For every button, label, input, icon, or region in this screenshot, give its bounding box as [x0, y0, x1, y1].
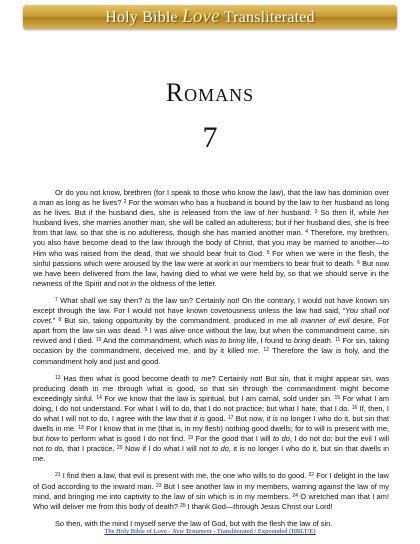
text-run: So then, with the mind I myself serve the law of God, but with the flesh the law of sin.	[55, 518, 333, 528]
verse-number: 9	[144, 327, 148, 334]
text-run: I thank God—through Jesus Christ our Lord!	[185, 501, 333, 511]
text-run: desire. For apart from the law sin	[33, 316, 389, 336]
verse-number: 5	[266, 249, 270, 256]
chapter-text	[33, 188, 389, 536]
text-run: .	[257, 346, 264, 356]
footer-prefix: The Holy Bible of Love -	[104, 528, 173, 535]
banner-title	[105, 6, 315, 28]
text-run: husband lives, she marries another man, she will be called an adulteress; but if her husband dies, she is free from that law, so that she is no adulteress, though she has married another man.	[33, 218, 389, 238]
text-run: life, I found to	[244, 336, 294, 346]
verse-number: 24	[292, 492, 298, 499]
text-run: no longer I who do it, but sin that dwells in me.	[33, 413, 390, 434]
text-run: But now we have been delivered from the law, having died to what we were held by, so that we should serve in the newness of the Spirit and not	[33, 258, 389, 288]
verse-number: 11	[335, 337, 341, 344]
banner-title-part: Holy Bible	[105, 9, 183, 26]
text-run: For sin, taking occasion by the commandment, deceived me, and by it killed	[33, 336, 389, 356]
text-run: husband.	[278, 208, 315, 218]
text-run: dead.	[121, 326, 145, 336]
text-run: , I do not do; but the evil I will not	[33, 434, 390, 454]
verse-number: 23	[155, 482, 162, 489]
text-run: For I know that in me (that is, in my flesh) nothing good dwells; for to will is present with me, but	[33, 424, 389, 444]
text-run: husband as long as he lives. But if the husband dies, she is released from the law of	[33, 198, 390, 218]
verse-number: 4	[305, 229, 309, 236]
text-run: And the commandment, which	[101, 336, 205, 346]
text-run: I find then a law, that evil is present with me, the one who wills to do good.	[60, 471, 309, 481]
verse-number: 10	[95, 337, 102, 344]
verse-number: 25	[180, 502, 186, 509]
footer-suffix: - Transliterated / Expounded (HBLT/E)	[211, 528, 316, 535]
text-run: O wretched man that I am! Who will deliver me from this body of death?	[33, 491, 390, 511]
verse-number: 20	[117, 445, 123, 452]
verse-number: 7	[55, 296, 58, 303]
text-run: If, then, I do what I will not to do, I agree with the law that	[33, 403, 389, 423]
text-run: For the woman who has a husband is bound by the law to	[126, 198, 322, 208]
text-run: But I see another law in my members, warring against the law of my mind, and bringing me into captivity to the law of sin which is in my members.	[33, 481, 389, 501]
paragraph	[33, 374, 389, 465]
text-run: good.	[204, 413, 228, 423]
text-run: For what I am doing, I do not understand. For what I will to do, that I do not practice; but what I hate, that I do.	[33, 393, 389, 413]
paragraph	[33, 471, 389, 511]
chapter-number: 7	[202, 121, 218, 154]
text-run: death.	[310, 336, 336, 346]
italic-text: how	[45, 434, 60, 444]
header-banner	[23, 5, 397, 29]
text-run: the law sin? Certainly not! On the contrary, I would not have known sin except through the law. For I would not have known covetousness unless the law had said, “	[33, 295, 389, 316]
footer-italic: New Testament	[172, 528, 212, 535]
text-run: But now,	[233, 413, 267, 423]
text-run: holy, and the commandment holy and just and good.	[33, 346, 389, 366]
text-run: Has then what is good become death to me? Certainly not! But sin, that it might appear sin, was producing death in me through what is good, so that sin through the commandment might become exceedingly sinful.	[33, 373, 389, 403]
text-run: , it is no longer I who do it, but sin that dwells in me.	[33, 444, 390, 464]
text-run: What shall we say then?	[57, 295, 145, 305]
text-run: to perform what is good I do not find.	[59, 434, 188, 444]
italic-text: bring	[293, 336, 311, 346]
verse-number: 13	[55, 374, 61, 381]
paragraph	[33, 188, 389, 289]
verse-number: 12	[263, 347, 269, 354]
text-run: For when we were in the flesh, the sinful passions which were aroused by the law were at work in our members to bear fruit to death.	[33, 248, 389, 268]
verse-number: 22	[308, 472, 315, 479]
verse-number: 16	[351, 404, 358, 411]
italic-text: in	[130, 278, 137, 288]
book-title: Romans	[165, 78, 255, 107]
verse-number: 8	[58, 317, 62, 324]
text-run: Or do you not know, brethren (for I speak to those who know the law), that the law has dominion over a man as long as he lives?	[33, 188, 389, 208]
italic-text: her	[378, 208, 389, 218]
banner-title-love: Love	[182, 6, 220, 27]
banner-title-part: Transliterated	[219, 9, 315, 26]
text-run: Therefore the law	[268, 346, 336, 356]
text-run: Now if I do what I will not	[122, 444, 212, 454]
italic-text: her	[267, 208, 279, 218]
text-run: Therefore, my brethren, you also have become dead to the law through the body of Christ, that you may be married to another—to Him who was raised from the dead, that we should bear fruit to God.	[33, 228, 389, 258]
verse-number: 19	[187, 435, 194, 442]
italic-text: was	[107, 326, 121, 336]
text-run: I was alive once without the law, but when the commandment came, sin revived and I died.	[33, 326, 389, 346]
text-run: .”	[50, 316, 59, 326]
text-run: So then if, while	[317, 208, 379, 218]
text-run: For the good that I will	[193, 434, 273, 444]
italic-text: it is	[266, 413, 278, 423]
text-run: But sin, taking opportunity by the commandment, produced in me all	[61, 316, 301, 326]
footer[interactable]	[0, 528, 420, 535]
italic-text: her	[321, 198, 333, 208]
verse-number: 6	[357, 259, 360, 266]
italic-text: it is	[193, 413, 205, 423]
verse-number: 2	[123, 199, 127, 206]
italic-text: to do	[211, 444, 229, 454]
text-run: the oldness of the letter.	[136, 278, 217, 288]
italic-text: was to bring	[204, 336, 245, 346]
paragraph	[33, 296, 389, 367]
text-run: For I delight in the law of God according to the inward man.	[33, 471, 389, 491]
italic-text: to do	[273, 434, 290, 444]
italic-text: is	[335, 346, 342, 356]
verse-number: 15	[334, 394, 341, 401]
verse-number: 18	[78, 425, 84, 432]
text-run: , that I practice.	[62, 444, 117, 454]
text-run: For we know that the law is spiritual, but I am carnal, sold under sin.	[101, 393, 335, 403]
verse-number: 17	[227, 414, 234, 421]
italic-text: me	[247, 346, 258, 356]
verse-number: 14	[96, 394, 102, 401]
italic-text: You shall not covet	[33, 306, 389, 326]
italic-text: manner of evil	[300, 316, 350, 326]
italic-text: Is	[144, 295, 151, 305]
italic-text: to do	[45, 444, 63, 454]
verse-number: 3	[314, 209, 318, 216]
verse-number: 21	[55, 472, 61, 479]
